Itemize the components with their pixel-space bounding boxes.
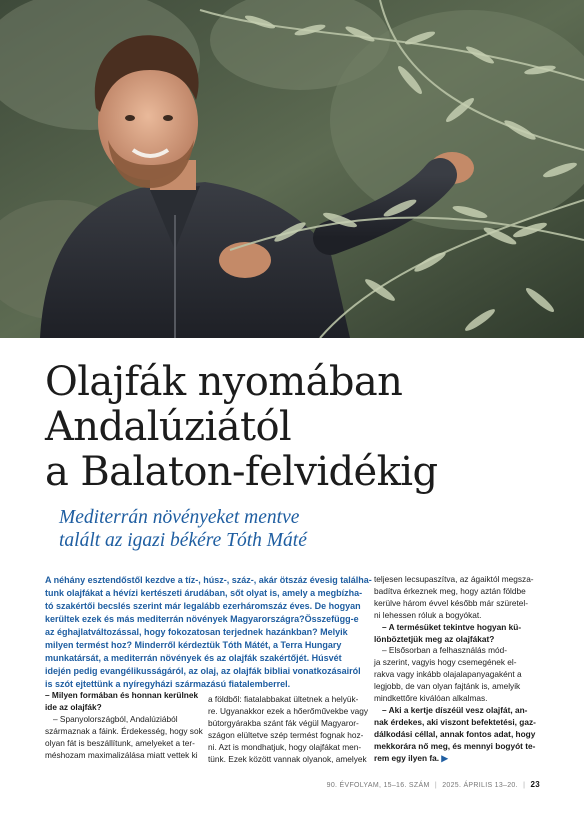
lead-line: idején pedig evangélikusságáról, az olaj, az olajfák bibliai vonatkozásairól: [45, 666, 361, 676]
body-column-1: [45, 690, 205, 761]
issue-label: 90. ÉVFOLYAM, 15–16. SZÁM: [326, 782, 430, 789]
hero-photo: [0, 0, 584, 338]
interview-question: nak érdekes, aki viszont befektetési, gaz-: [374, 716, 536, 727]
interview-question: – Milyen formában és honnan kerülnek: [45, 690, 199, 700]
interview-question: – Aki a kertje díszéül vesz olajfát, an-: [382, 704, 528, 715]
body-line: rakva vagy inkább olajalapanyagaként a: [374, 669, 522, 680]
body-line: bútorgyárakba szánt fák végül Magyaror-: [208, 717, 359, 728]
lead-line: milyen termést hoz? Minderről kérdeztük Tóth Mátét, a Terra Hungary: [45, 640, 342, 650]
footer-divider: |: [434, 782, 437, 789]
interview-question-last: [374, 753, 542, 765]
lead-line: A néhány esztendőstől kezdve a tíz-, húsz-, száz-, akár ötszáz évesig találha-: [45, 575, 372, 585]
body-line: – Spanyolországból, Andalúziából: [53, 713, 178, 724]
interview-question: lönböztetjük meg az olajfákat?: [374, 633, 495, 644]
headline-line: Andalúziától: [45, 404, 292, 450]
body-line: a földből: fiatalabbakat ültetnek a helyük-: [208, 694, 359, 704]
lead-line: is szót ejtettünk a nyíregyházi származású fiatalemberrel.: [45, 679, 291, 689]
lead-line: tó szakértői becslés szerint már legalább ezerháromszáz éves. De hogyan: [45, 601, 361, 611]
lead-line: az éghajlatváltozással, hogy fokozatosan terjednek hazánkban? Melyik: [45, 627, 348, 637]
body-line: teljesen lecsupaszítva, az ágaiktól megsza-: [374, 574, 534, 584]
body-line: olyan fát is beszállítunk, amelyeket a ter-: [45, 737, 195, 748]
interview-question: dálkodási céllal, annak fontos adat, hogy: [374, 728, 536, 739]
body-line: származnak a fáink. Érdekesség, hogy sok: [45, 725, 203, 736]
issue-date: 2025. ÁPRILIS 13–20.: [442, 782, 518, 789]
interview-question: mekkorára nő meg, és mennyi bogyót te-: [374, 740, 536, 751]
headline: [45, 360, 437, 495]
body-line: ni lehessen róluk a bogyókat.: [374, 609, 482, 620]
footer-divider: |: [523, 782, 526, 789]
body-line: badítva érkeznek meg, hogy aztán földbe: [374, 585, 526, 596]
body-line: ni. Azt is mondhatjuk, hogy olajfákat men-: [208, 741, 362, 752]
interview-question: ide az olajfák?: [45, 701, 102, 712]
lead-line: munkatársát, a mediterrán növények és az olajfák szakértőjét. Húsvét: [45, 653, 342, 663]
lead-paragraph: [45, 574, 372, 691]
page-footer: [0, 780, 540, 789]
body-line: re. Ugyanakkor ezek a hőerőművekbe vagy: [208, 705, 369, 716]
headline-line: a Balaton-felvidékig: [45, 449, 438, 495]
body-line: legjobb, de van olyan fajtánk is, amelyik: [374, 681, 521, 692]
body-line: tünk. Ezek között vannak olyanok, amelyek: [208, 753, 367, 764]
body-column-3: [374, 574, 542, 765]
page-number: 23: [530, 780, 540, 789]
body-column-2: [208, 694, 368, 765]
body-line: méshozam maximalizálása miatt vettek ki: [45, 749, 198, 760]
subheadline: [59, 506, 307, 552]
body-line: szágon elültetve szép termést fognak hoz-: [208, 729, 364, 740]
body-line: – Elsősorban a felhasználás mód-: [382, 645, 507, 656]
headline-line: Olajfák nyomában: [45, 359, 403, 405]
body-line: rem egy ilyen fa.: [374, 752, 440, 763]
body-line: kerülve három évvel később már szüretel-: [374, 597, 529, 608]
subheadline-line: Mediterrán növényeket mentve: [59, 507, 300, 528]
lead-line: kerültek ezek és más mediterrán növények Magyarországra?Összefügg-e: [45, 614, 359, 624]
interview-question: – A termésüket tekintve hogyan kü-: [382, 621, 522, 632]
continue-arrow-icon: ▶: [441, 752, 448, 763]
subheadline-line: talált az igazi békére Tóth Máté: [59, 530, 307, 551]
body-line: mindkettőre kiválóan alkalmas.: [374, 693, 488, 704]
body-line: ja szerint, vagyis hogy csemegének el-: [374, 657, 517, 668]
article: [0, 338, 584, 816]
lead-line: tunk olajfákat a hévízi kertészeti árudában, sőt olyat is, amely a megbízha-: [45, 588, 363, 598]
